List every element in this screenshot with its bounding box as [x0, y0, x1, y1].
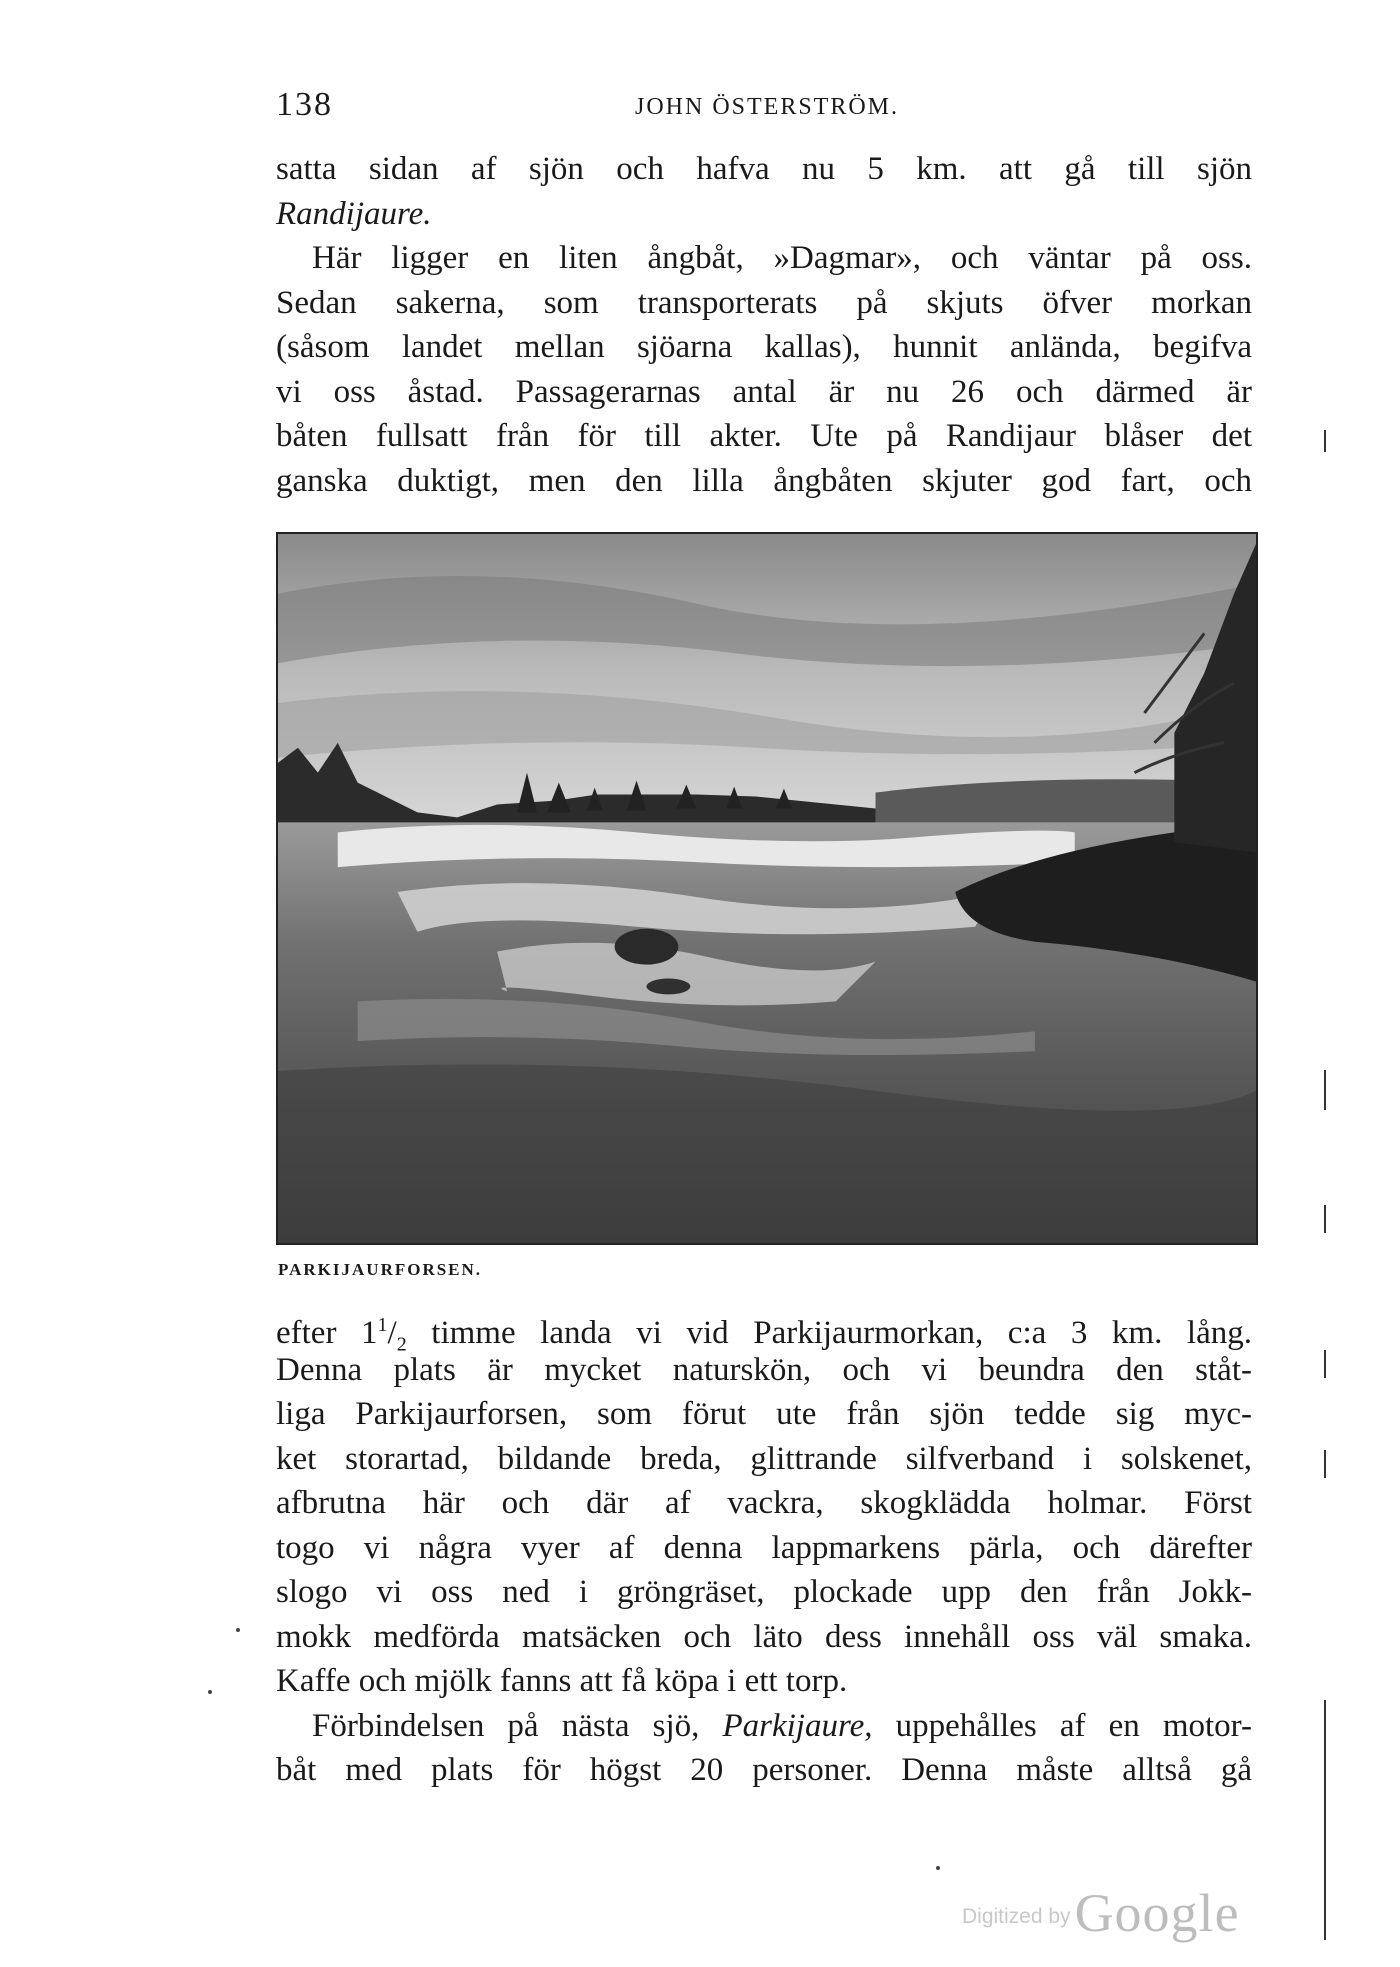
- scan-margin-mark: [1324, 1450, 1326, 1478]
- text-line: [276, 1704, 1252, 1749]
- rapids-photograph: [276, 532, 1258, 1245]
- text-fragment: Förbindelsen på nästa sjö,: [312, 1707, 723, 1744]
- text-line: Randijaure.: [276, 195, 432, 232]
- scan-speck: [936, 1866, 940, 1870]
- scan-speck: [236, 1628, 240, 1632]
- page-header: [276, 86, 1258, 126]
- text-line: slogo vi oss ned i gröngräset, plockade upp den från Jokk-: [276, 1574, 1252, 1610]
- paragraph: [276, 1303, 1252, 1704]
- photo-illustration: [278, 534, 1256, 1243]
- text-fragment: timme landa vi vid Parkijaurmorkan, c:a 3 km. lång.: [406, 1315, 1252, 1351]
- paragraph: [276, 147, 1252, 236]
- text-line: afbrutna här och där af vackra, skogklädda holmar. Först: [276, 1485, 1252, 1521]
- text-line: mokk medförda matsäcken och läto dess innehåll oss väl smaka.: [276, 1618, 1252, 1655]
- text-line: ganska duktigt, men den lilla ångbåten skjuter god fart, och: [276, 462, 1252, 499]
- text-line: ket storartad, bildande breda, glittrande silfverband i solskenet,: [276, 1440, 1252, 1477]
- scan-margin-mark: [1324, 430, 1326, 452]
- text-line: båt med plats för högst 20 personer. Denna måste alltså gå: [276, 1752, 1252, 1788]
- text-fragment: efter 1: [276, 1315, 378, 1351]
- text-line: (såsom landet mellan sjöarna kallas), hunnit anlända, begifva: [276, 329, 1252, 365]
- text-line: Denna plats är mycket naturskön, och vi beundra den ståt-: [276, 1351, 1252, 1388]
- paragraph: [276, 1704, 1252, 1793]
- running-head: JOHN ÖSTERSTRÖM.: [634, 94, 900, 120]
- text-fragment: uppehålles af en motor-: [872, 1707, 1252, 1744]
- paragraph: [276, 236, 1252, 503]
- text-line: liga Parkijaurforsen, som förut ute från sjön tedde sig myc-: [276, 1396, 1252, 1432]
- body-text-top: [276, 147, 1252, 503]
- fraction-denominator: 2: [396, 1333, 407, 1356]
- lake-name: Parkijaure,: [722, 1707, 873, 1744]
- fraction-slash: /: [387, 1315, 397, 1351]
- scan-speck: [208, 1690, 212, 1694]
- fraction-numerator: 1: [377, 1314, 388, 1336]
- text-line: Kaffe och mjölk fanns att få köpa i ett torp.: [276, 1663, 848, 1699]
- text-line: [276, 1303, 1252, 1356]
- digitized-watermark: [962, 1882, 1240, 1942]
- watermark-prefix: Digitized by: [962, 1905, 1071, 1928]
- text-line: Här ligger en liten ångbåt, »Dagmar», och väntar på oss.: [312, 240, 1252, 276]
- text-line: togo vi några vyer af denna lappmarkens pärla, och därefter: [276, 1529, 1252, 1566]
- scan-margin-mark: [1324, 1350, 1326, 1378]
- text-line: vi oss åstad. Passagerarnas antal är nu 26 och därmed är: [276, 373, 1252, 410]
- text-line: Sedan sakerna, som transporterats på skjuts öfver morkan: [276, 284, 1252, 321]
- body-text-bottom: [276, 1303, 1252, 1793]
- text-line: båten fullsatt från för till akter. Ute på Randijaur blåser det: [276, 418, 1252, 454]
- google-logo: Google: [1074, 1883, 1240, 1943]
- scan-margin-mark: [1324, 1205, 1326, 1233]
- text-line: satta sidan af sjön och hafva nu 5 km. att gå till sjön: [276, 151, 1252, 187]
- figure-caption: PARKIJAURFORSEN.: [278, 1260, 483, 1279]
- scan-margin-mark: [1324, 1070, 1326, 1110]
- page-number: 138: [276, 86, 333, 123]
- scan-margin-mark: [1324, 1700, 1326, 1940]
